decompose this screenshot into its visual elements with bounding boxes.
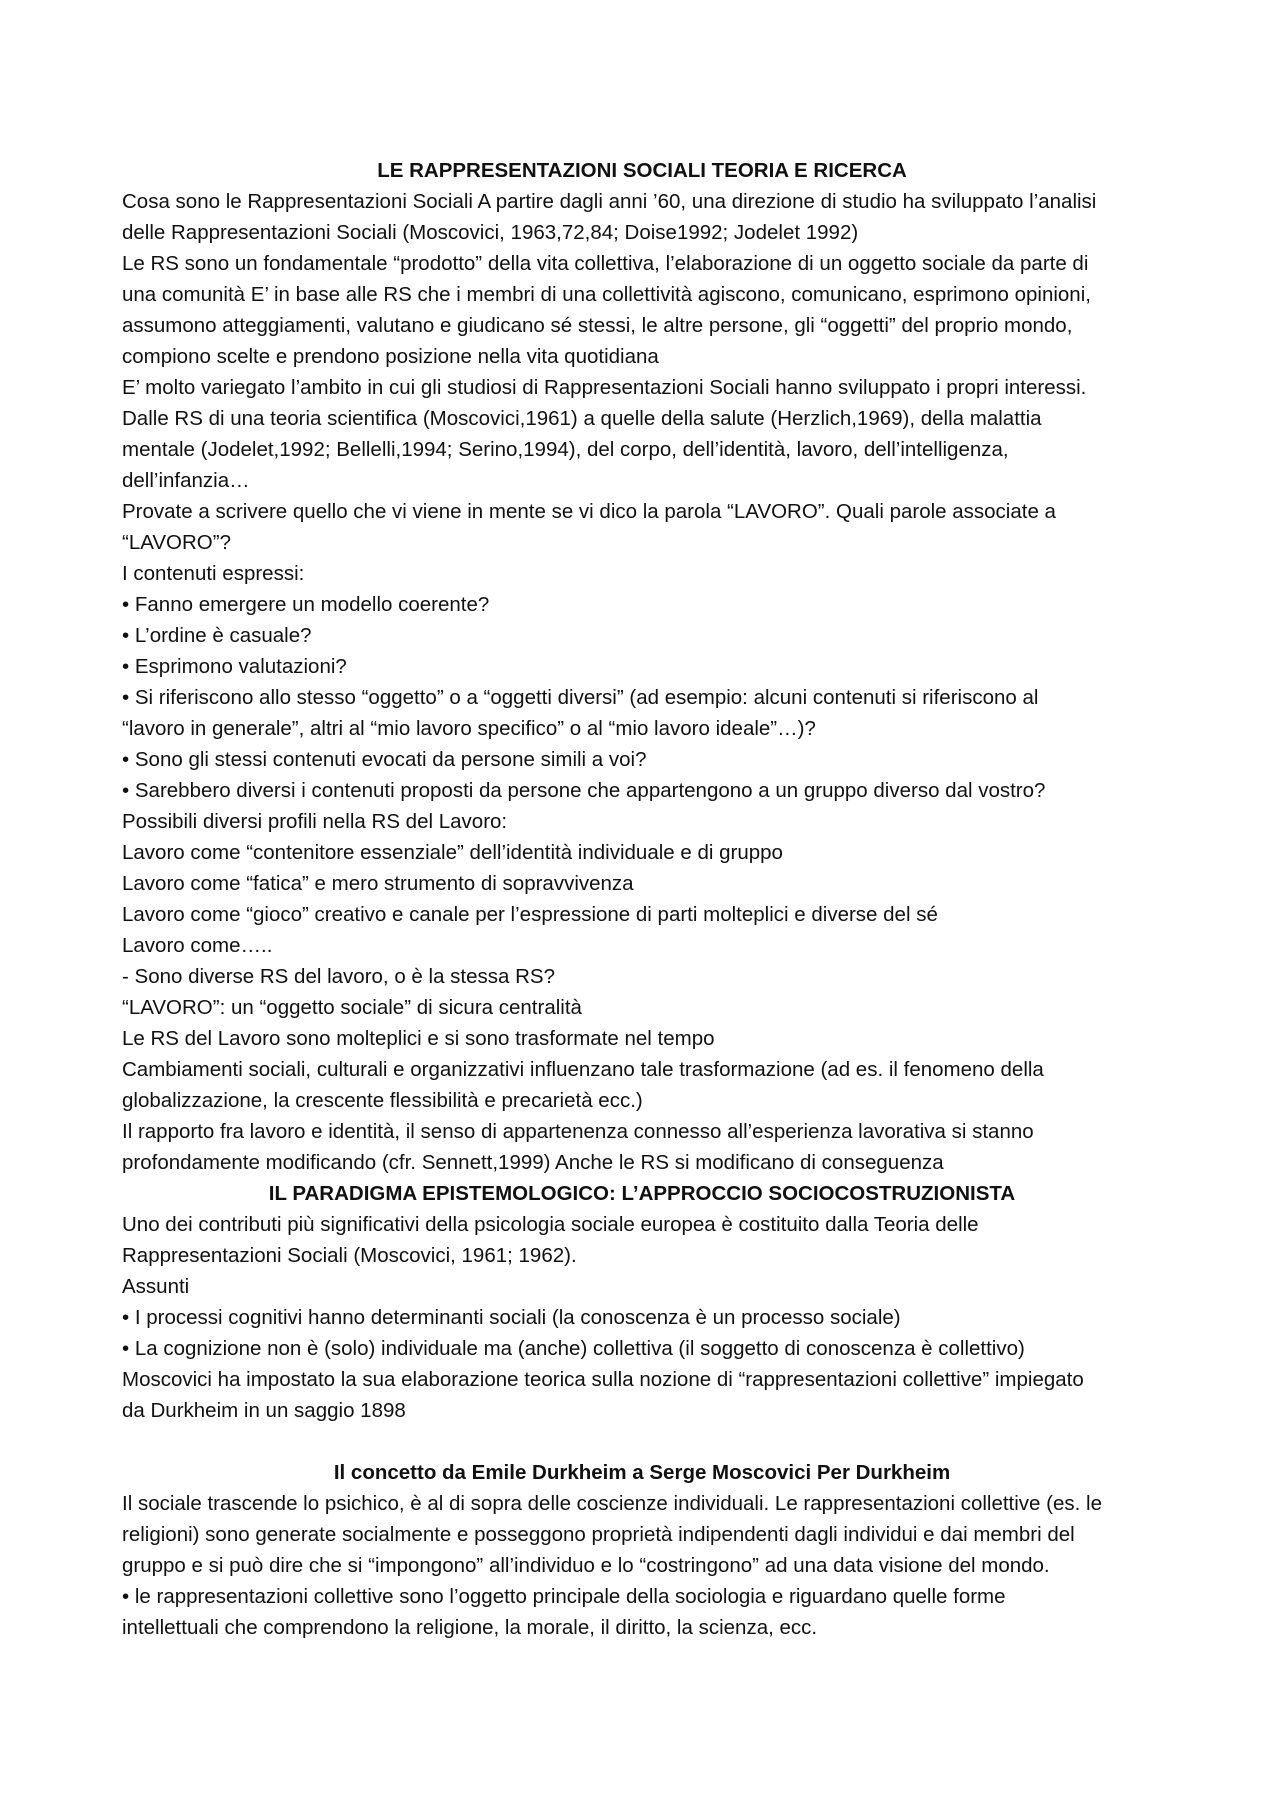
bullet-item: • le rappresentazioni collettive sono l’oggetto principale della sociologia e riguardano quelle forme bbox=[122, 1585, 1006, 1608]
bullet-item: • Fanno emergere un modello coerente? bbox=[122, 593, 490, 616]
bullet-item: • L’ordine è casuale? bbox=[122, 624, 312, 647]
text-line: Il rapporto fra lavoro e identità, il senso di appartenenza connesso all’esperienza lavorativa si stanno bbox=[122, 1120, 1034, 1143]
text-line: Lavoro come “contenitore essenziale” dell’identità individuale e di gruppo bbox=[122, 841, 783, 864]
text-line: assumono atteggiamenti, valutano e giudicano sé stessi, le altre persone, gli “oggetti” del proprio mondo, bbox=[122, 314, 1073, 337]
document-page bbox=[122, 155, 1162, 1643]
text-line: Possibili diversi profili nella RS del Lavoro: bbox=[122, 810, 508, 833]
text-line: Uno dei contributi più significativi della psicologia sociale europea è costituito dalla Teoria delle bbox=[122, 1213, 979, 1236]
text-line: Cambiamenti sociali, culturali e organizzativi influenzano tale trasformazione (ad es. il fenomeno della bbox=[122, 1058, 1044, 1081]
text-line: Provate a scrivere quello che vi viene in mente se vi dico la parola “LAVORO”. Quali parole associate a bbox=[122, 500, 1056, 523]
text-line: - Sono diverse RS del lavoro, o è la stessa RS? bbox=[122, 965, 555, 988]
text-line: gruppo e si può dire che si “impongono” all’individuo e lo “costringono” ad una data visione del mondo. bbox=[122, 1554, 1050, 1577]
blank-line bbox=[122, 1426, 1162, 1457]
text-line: Lavoro come “fatica” e mero strumento di sopravvivenza bbox=[122, 872, 634, 895]
text-line: Il sociale trascende lo psichico, è al di sopra delle coscienze individuali. Le rappresentazioni collettive (es. le bbox=[122, 1492, 1102, 1515]
text-line: “lavoro in generale”, altri al “mio lavoro specifico” o al “mio lavoro ideale”…)? bbox=[122, 717, 816, 740]
text-line: Dalle RS di una teoria scientifica (Moscovici,1961) a quelle della salute (Herzlich,1969), della malattia bbox=[122, 407, 1042, 430]
text-line: Le RS sono un fondamentale “prodotto” della vita collettiva, l’elaborazione di un oggetto sociale da parte di bbox=[122, 252, 1089, 275]
bullet-item: • Esprimono valutazioni? bbox=[122, 655, 347, 678]
text-line: una comunità E’ in base alle RS che i membri di una collettività agiscono, comunicano, esprimono opinioni, bbox=[122, 283, 1091, 306]
text-line: Lavoro come “gioco” creativo e canale per l’espressione di parti molteplici e diverse del sé bbox=[122, 903, 938, 926]
section-2-body bbox=[122, 1209, 1162, 1426]
text-line: globalizzazione, la crescente flessibilità e precarietà ecc.) bbox=[122, 1089, 643, 1112]
text-line: religioni) sono generate socialmente e posseggono proprietà indipendenti dagli individui e dai membri del bbox=[122, 1523, 1075, 1546]
text-line: compiono scelte e prendono posizione nella vita quotidiana bbox=[122, 345, 659, 368]
text-line: dell’infanzia… bbox=[122, 469, 250, 492]
bullet-item: • Si riferiscono allo stesso “oggetto” o a “oggetti diversi” (ad esempio: alcuni contenuti si riferiscono al bbox=[122, 686, 1039, 709]
text-line: Moscovici ha impostato la sua elaborazione teorica sulla nozione di “rappresentazioni collettive” impiegato bbox=[122, 1368, 1084, 1391]
text-line: profondamente modificando (cfr. Sennett,1999) Anche le RS si modificano di conseguenza bbox=[122, 1151, 944, 1174]
text-line: Rappresentazioni Sociali (Moscovici, 1961; 1962). bbox=[122, 1244, 577, 1267]
document-title: LE RAPPRESENTAZIONI SOCIALI TEORIA E RICERCA bbox=[377, 159, 907, 182]
bullet-item: • Sarebbero diversi i contenuti proposti da persone che appartengono a un gruppo diverso dal vostro? bbox=[122, 779, 1046, 802]
bullet-item: • La cognizione non è (solo) individuale ma (anche) collettiva (il soggetto di conoscenza è collettivo) bbox=[122, 1337, 1025, 1360]
text-line: “LAVORO”: un “oggetto sociale” di sicura centralità bbox=[122, 996, 582, 1019]
text-line: Le RS del Lavoro sono molteplici e si sono trasformate nel tempo bbox=[122, 1027, 715, 1050]
text-line: delle Rappresentazioni Sociali (Moscovici, 1963,72,84; Doise1992; Jodelet 1992) bbox=[122, 221, 859, 244]
text-line: I contenuti espressi: bbox=[122, 562, 305, 585]
section-3-body bbox=[122, 1488, 1162, 1643]
section-heading-paradigma: IL PARADIGMA EPISTEMOLOGICO: L’APPROCCIO SOCIOCOSTRUZIONISTA bbox=[268, 1182, 1016, 1205]
text-line: “LAVORO”? bbox=[122, 531, 231, 554]
text-line: da Durkheim in un saggio 1898 bbox=[122, 1399, 406, 1422]
text-line: mentale (Jodelet,1992; Bellelli,1994; Serino,1994), del corpo, dell’identità, lavoro, dell’intelligenza, bbox=[122, 438, 1009, 461]
text-line: Assunti bbox=[122, 1275, 190, 1298]
section-1-body bbox=[122, 186, 1162, 1178]
text-line: Lavoro come….. bbox=[122, 934, 273, 957]
text-line: Cosa sono le Rappresentazioni Sociali A partire dagli anni ’60, una direzione di studio ha sviluppato l’analisi bbox=[122, 190, 1097, 213]
bullet-item: • I processi cognitivi hanno determinanti sociali (la conoscenza è un processo sociale) bbox=[122, 1306, 901, 1329]
section-heading-durkheim: Il concetto da Emile Durkheim a Serge Moscovici Per Durkheim bbox=[333, 1461, 951, 1484]
text-line: intellettuali che comprendono la religione, la morale, il diritto, la scienza, ecc. bbox=[122, 1616, 818, 1639]
text-line: E’ molto variegato l’ambito in cui gli studiosi di Rappresentazioni Sociali hanno sviluppato i propri interessi. bbox=[122, 376, 1087, 399]
bullet-item: • Sono gli stessi contenuti evocati da persone simili a voi? bbox=[122, 748, 647, 771]
